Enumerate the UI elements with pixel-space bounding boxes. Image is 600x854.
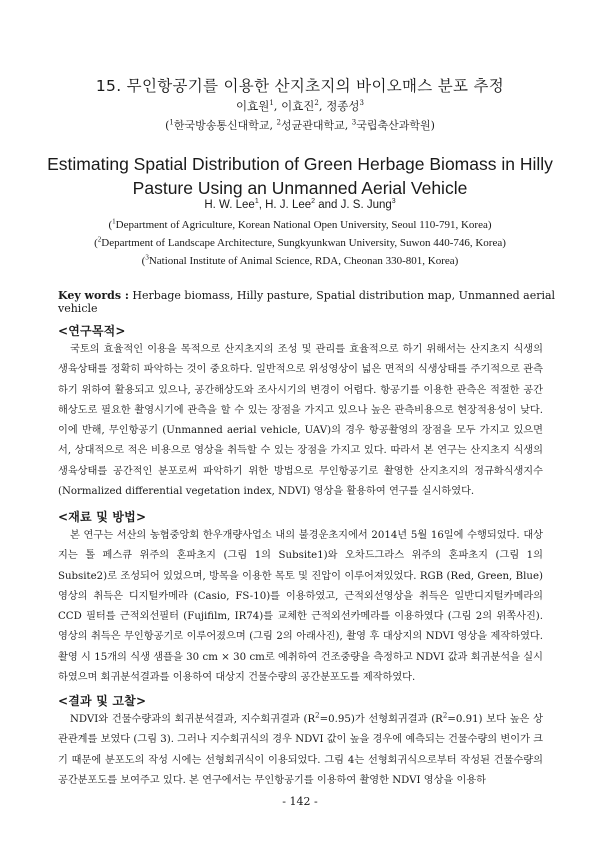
and-word: and [318,199,338,211]
affil-text: Department of Agriculture, Korean National Open University, Seoul 110-791, Korea) [115,219,492,231]
results-text: =0.95)가 선형회귀결과 (R [319,714,443,725]
affil-name: 국립축산과학원 [356,119,431,132]
english-title: Estimating Spatial Distribution of Green Herbage Biomass in Hilly Pasture Using an Unmanned Aerial Vehicle [47,154,553,198]
section-paragraph-methods: 본 연구는 서산의 농협중앙회 한우개량사업소 내의 불경운초지에서 2014년 5월 16일에 수행되었다. 대상지는 톨 페스큐 위주의 혼파초지 (그림 1의 Subsite1)와 오차드그라스 위주의 혼파초지 (그림 1의 Subsite2)로 조성되어 있었으며, 방목을 이용한 목토 및 진압이 이루어져있었다. RGB (Red, Green, Blue)영상의 취득은 디지털카메라 (Casio, FS-10)를 이용하였고, 근적외선영상을 취득은 일반디지털카메라의 CCD 필터를 근적외선필터 (Fujifilm, IR74)를 교체한 근적외선카메라를 이용하였다 (그림 2의 위쪽사진). 영상의 취득은 무인항공기로 이루어졌으며 (그림 2의 아래사진), 촬영 후 대상지의 NDVI 영상을 제작하였다. 촬영 시 15개의 식생 샘플을 30 cm × 30 cm로 예취하여 건조중량을 측정하고 NDVI 값과 회귀분석을 실시하였으며 회귀분석결과를 이용하여 대상지 건물수량의 공간분포도를 제작하였다. [58,530,543,684]
r-squared-exponent: 2 [442,711,448,720]
affil-mark: 2 [97,235,102,244]
author-mark: 2 [311,198,316,206]
section-heading-results: <결과 및 고찰> [58,694,147,708]
korean-affiliations: ($^1$한국방송통신대학교, $^2$성균관대학교, $^3$국립축산과학원) [165,118,435,132]
english-affiliation-1: ($^1$Department of Agriculture, Korean National Open University, Seoul 110-791, Korea) [108,217,492,231]
keywords-label: Key words : [58,289,129,302]
results-text: NDVI와 건물수량과의 회귀분석결과, 지수회귀결과 (R [70,714,316,725]
r-squared-exponent: 2 [315,711,320,720]
affil-mark: 2 [276,118,281,127]
author-mark: 1 [254,198,259,206]
affil-text: Department of Landscape Architecture, Sungkyunkwan University, Suwon 440-746, Korea) [101,237,506,249]
english-affiliation-3: ($^3$National Institute of Animal Science, RDA, Cheonan 330-801, Korea) [141,253,459,267]
section-heading-methods: <재료 및 방법> [58,510,147,524]
korean-title: 15. 무인항공기를 이용한 산지초지의 바이오매스 분포 추정 [95,77,505,95]
author-mark: 3 [391,198,396,206]
affil-name: 성균관대학교 [280,119,345,132]
affil-text: National Institute of Animal Science, RDA, Cheonan 330-801, Korea) [148,255,459,267]
author-name: H. J. Lee [265,199,312,211]
section-paragraph-results [58,710,543,791]
section-heading-purpose: <연구목적> [58,324,126,338]
author-name: 이효원 [235,99,270,113]
author-mark: 1 [269,99,274,108]
english-authors: H. W. Lee$^1$, H. J. Lee$^2$ and J. S. Jung$^3$ [204,198,396,211]
korean-authors: 이효원$^1$, 이효진$^2$, 정종성$^3$ [235,99,364,113]
author-mark: 3 [359,99,364,108]
affil-mark: 3 [351,118,357,127]
author-name: 정종성 [326,99,360,113]
author-name: H. W. Lee [204,199,255,211]
affil-mark: 1 [169,118,174,127]
author-name: J. S. Jung [340,199,392,211]
author-mark: 2 [314,99,319,108]
section-paragraph-purpose: 국토의 효율적인 이용을 목적으로 산지초지의 조성 및 관리를 효율적으로 하기 위해서는 산지초지 식생의 생육상태를 정확히 파악하는 것이 중요하다. 일반적으로 위성영상이 넓은 면적의 식생상태를 주기적으로 관측하기 위하여 활용되고 있으나, 공간해상도와 조사시기의 변경이 어렵다. 항공기를 이용한 관측은 적절한 공간해상도로 필요한 촬영시기에 관측을 할 수 있는 장점을 가지고 있으나 높은 관측비용으로 현장적용성이 낮다. 이에 반해, 무인항공기 (Unmanned aerial vehicle, UAV)의 경우 항공촬영의 장점을 모두 가지고 있으면서, 상대적으로 적은 비용으로 영상을 취득할 수 있는 장점을 가지고 있다. 따라서 본 연구는 산지초지 식생의 생육상태를 공간적인 분포로써 파악하기 위한 방법으로 무인항공기로 촬영한 산지초지의 정규화식생지수(Normalized differential vegetation index, NDVI) 영상을 활용하여 연구를 실시하였다. [58,344,543,498]
affil-mark: 1 [112,217,116,226]
english-affiliation-2: ($^2$Department of Landscape Architecture, Sungkyunkwan University, Suwon 440-746, Korea) [94,235,506,249]
author-name: 이효진 [281,99,315,113]
keywords-text: Herbage biomass, Hilly pasture, Spatial distribution map, Unmanned aerial vehicle [58,289,556,315]
affil-name: 한국방송통신대학교 [173,119,270,132]
results-text: =0.91) 보다 높은 상관관계를 보였다 (그림 3). 그러나 지수회귀식의 경우 NDVI 값이 높을 경우에 예측되는 건물수량의 변이가 크기 때문에 분포도의 작성 시에는 선형회귀식이 이용되었다. 그림 4는 선형회귀식으로부터 작성된 건물수량의 공간분포도를 보여주고 있다. 본 연구에서는 무인항공기를 이용하여 촬영한 NDVI 영상을 이용하 [58,714,543,786]
keywords [58,289,558,315]
affil-mark: 3 [145,253,149,262]
page-number: - 142 - [282,795,318,808]
